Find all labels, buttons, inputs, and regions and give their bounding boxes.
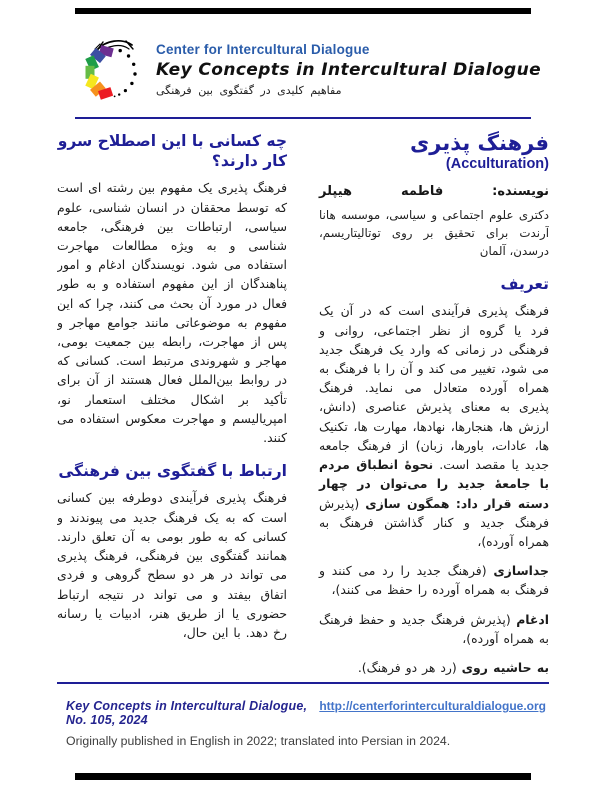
- author-line: نویسنده: فاطمه هیپلر: [319, 184, 549, 200]
- definition-paragraph-2: [319, 561, 549, 599]
- definition-paragraph-4: [319, 658, 549, 677]
- two-column-body: [57, 131, 549, 686]
- bottom-border-bar: [75, 773, 531, 780]
- definition-heading: تعریف: [500, 275, 549, 294]
- header-divider: [75, 117, 531, 119]
- footer: [66, 699, 546, 727]
- definition-run: (فرهنگ جدید را رد می کنند و فرهنگ به همراه آورده را حفظ می کنند)،: [319, 563, 549, 598]
- series-title: Key Concepts in Intercultural Dialogue: [156, 60, 542, 80]
- article-title-english: (Acculturation): [445, 156, 549, 173]
- author-affiliation: دکتری علوم اجتماعی و سیاسی، موسسه هانا آرندت برای تحقیق بر روی توتالیتاریسم، درسدن، آلمان: [319, 208, 549, 258]
- header: [76, 36, 542, 104]
- term-separation: جداسازی: [493, 563, 549, 579]
- cid-rainbow-circle-logo-icon: [76, 36, 148, 104]
- publication-note: Originally published in English in 2022; translated into Persian in 2024.: [66, 734, 451, 748]
- footer-citation: Key Concepts in Intercultural Dialogue, No. 105, 2024: [66, 699, 308, 727]
- definition-run-bold: نحوهٔ انطباق مردم با جامعهٔ جدید را می‌توان در چهار دسته قرار داد: همگون سازی: [319, 457, 549, 511]
- website-link[interactable]: http://centerforinterculturaldialogue.org: [319, 699, 546, 713]
- who-uses-heading: چه کسانی با این اصطلاح سرو کار دارند؟: [57, 132, 287, 171]
- term-marginalization: به حاشیه روی: [461, 660, 549, 676]
- top-border-bar: [75, 8, 531, 14]
- definition-paragraph-1: [319, 301, 549, 551]
- section-article-definition: [319, 131, 549, 686]
- relation-heading: ارتباط با گفتگوی بین فرهنگی: [58, 462, 287, 481]
- definition-run: فرهنگ پذیری فرآیندی است که در آن یک فرد یا گروه از نظر اجتماعی، روانی و فرهنگی در زمانی که وارد یک فرهنگ جدید می شود، تغییر می کند و آن را با فرهنگ به همراه آورده متعادل می نماید. فرهنگ پذیری به معنای پذیرش عناصری (دانش، ارزش ها، هنجارها، نهادها، مهارت ها، تکنیک ها، عادات، باورها، زبان) از فرهنگ جامعه جدید یا مقصد است.: [319, 303, 549, 473]
- cid-logo: [76, 36, 148, 104]
- footer-divider: [57, 682, 549, 684]
- section-who-and-relation: [57, 131, 287, 686]
- org-name: Center for Intercultural Dialogue: [156, 42, 370, 57]
- definition-paragraph-3: [319, 610, 549, 648]
- definition-run: (رد هر دو فرهنگ).: [357, 660, 462, 676]
- relation-paragraph: فرهنگ پذیری فرآیندی دوطرفه بین کسانی است که به یک فرهنگ جدید می پیوندند و کسانی که به طور بومی به آن تعلق دارند. همانند گفتگوی بین فرهنگی، فرهنگ پذیری می تواند در هر دو سطح گروهی و فردی اتفاق بیفتد و می تواند در نتیجه ارتباط حضوری یا از طریق هنر، ادبیات یا رسانه رخ دهد. با این حال،: [57, 490, 287, 641]
- who-uses-paragraph: فرهنگ پذیری یک مفهوم بین رشته ای است که توسط محققان در انسان شناسی، علوم سیاسی، ارتباطات بین فرهنگی، جامعه شناسی و به ویژه مطالعات مهاجرت استفاده می شود. نویسندگان ادغام و امور پناهندگان از این مفهوم استفاده و به طور فعال در مورد آن بحث می کنند، چرا که این مفهوم به موضوعاتی مانند جوامع مهاجر و پس از مهاجرت، رابطه بین جمعیت بومی، مهاجر و شهروندی مرتبط است. کسانی که در روابط بین‌الملل فعال هستند از آن برای تأکید بر اشکال مختلف استعمار نو، امپریالیسم و مهاجرت معکوس استفاده می کنند.: [57, 180, 287, 446]
- definition-run: (پذیرش فرهنگ جدید و کنار گذاشتن فرهنگ به همراه آورده)،: [319, 495, 549, 549]
- article-title-persian: فرهنگ پذیری: [410, 131, 549, 155]
- term-integration: ادغام: [516, 611, 549, 627]
- definition-run: (پذیرش فرهنگ جدید و حفظ فرهنگ به همراه آورده)،: [319, 611, 549, 646]
- header-titles: [148, 36, 542, 97]
- series-title-persian: مفاهیم کلیدی در گفتگوی بین فرهنگی: [156, 84, 342, 97]
